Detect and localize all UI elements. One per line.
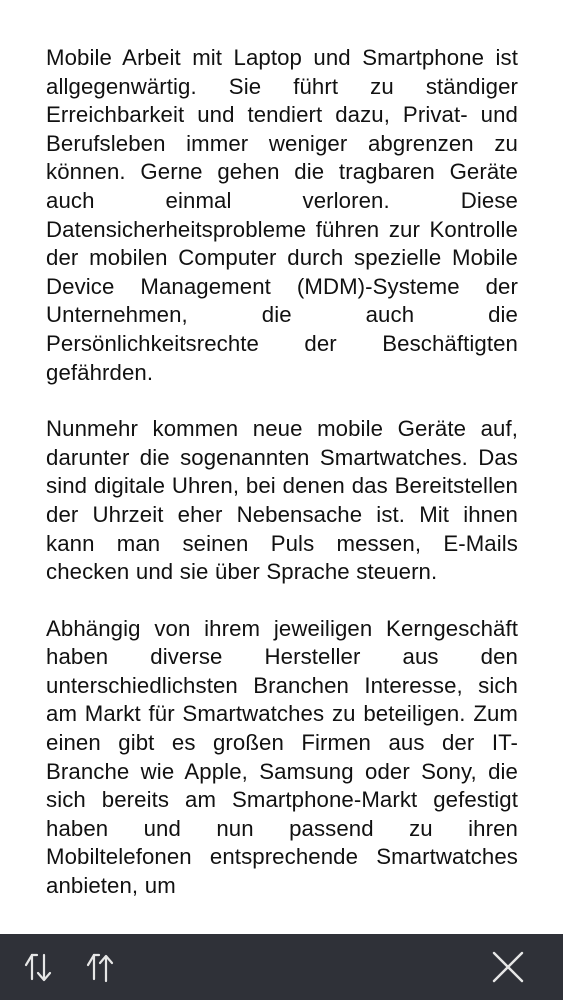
article-paragraph-2: Nunmehr kommen neue mobile Geräte auf, darunter die sogenannten Smartwatches. Das sind digitale Uhren, bei denen das Bereitstellen der Uhrzeit eher Nebensache ist. Mit ihnen kann man seinen Puls messen, E-Mails checken und sie über Sprache steuern. [46,416,518,585]
arrow-up-icon [82,947,122,987]
article-body [46,44,518,929]
close-button[interactable] [482,934,534,1000]
article-paragraph-3: Abhängig von ihrem jeweiligen Kerngeschäft haben diverse Hersteller aus den unterschiedlichsten Branchen Interesse, sich am Markt für Smartwatches zu beteiligen. Zum einen gibt es großen Firmen aus der IT-Branche wie Apple, Samsung oder Sony, die sich bereits am Smartphone-Markt gefestigt haben und nun passend zu ihren Mobiltelefonen entsprechende Smartwatches anbieten, um [46,615,518,899]
next-result-down-button[interactable] [14,934,66,1000]
previous-result-up-button[interactable] [76,934,128,1000]
bottom-toolbar [0,934,563,1000]
close-icon [488,947,528,987]
arrow-down-icon [20,947,60,987]
article-paragraph-1: Mobile Arbeit mit Laptop und Smartphone ist allgegenwärtig. Sie führt zu ständiger Erreichbarkeit und tendiert dazu, Privat- und Berufsleben immer weniger abgrenzen zu können. Gerne gehen die tragbaren Geräte auch einmal verloren. Diese Datensicherheitsprobleme führen zur Kontrolle der mobilen Computer durch spezielle Mobile Device Management (MDM)-Systeme der Unternehmen, die auch die Persönlichkeitsrechte der Beschäftigten gefährden. [46,45,518,385]
